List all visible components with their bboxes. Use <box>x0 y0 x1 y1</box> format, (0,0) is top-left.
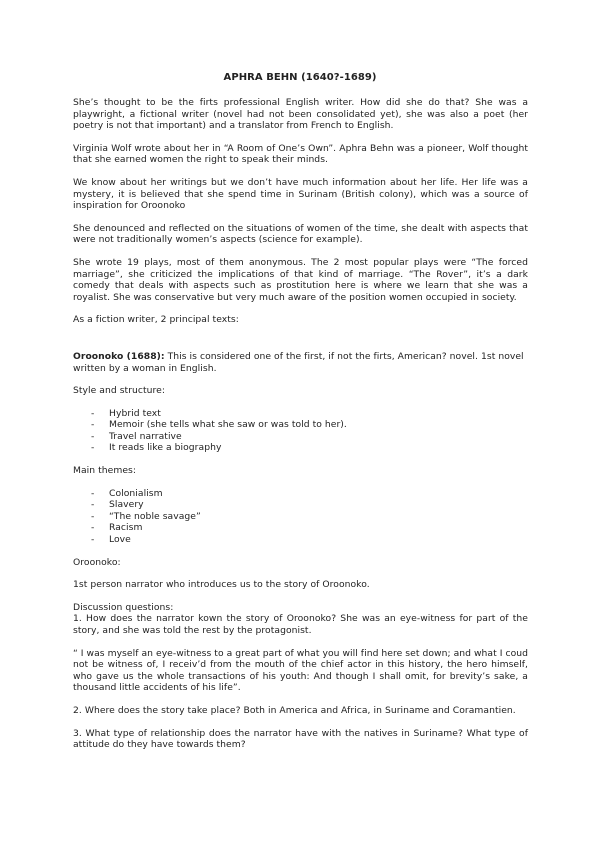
oroonoko-text: This is considered one of the first, if not the firts, American? novel. 1st novel written by a woman in English. <box>73 350 524 374</box>
paragraph-women: She denounced and reflected on the situations of women of the time, she dealt with aspects that were not traditionally women’s aspects (science for example). <box>73 222 528 246</box>
list-item: - Colonialism <box>73 488 528 500</box>
paragraph-intro: She’s thought to be the firts professional English writer. How did she do that? She was a playwright, a fictional writer (novel had not been consolidated yet), she was also a poet (her poetry is not that important) and a translator from French to English. <box>73 97 528 132</box>
oroonoko-label: Oroonoko (1688): <box>73 350 165 362</box>
paragraph-fiction: As a fiction writer, 2 principal texts: <box>73 314 239 326</box>
question-3: 3. What type of relationship does the narrator have with the natives in Suriname? What type of attitude do they have towards them? <box>73 727 528 751</box>
style-list <box>73 408 528 454</box>
themes-heading: Main themes: <box>73 465 137 477</box>
list-item: - Travel narrative <box>73 431 528 443</box>
paragraph-narrator: 1st person narrator who introduces us to the story of Oroonoko. <box>73 579 370 591</box>
question-1: 1. How does the narrator kown the story of Oroonoko? She was an eye-witness for part of the story, and she was told the rest by the protagonist. <box>73 613 528 636</box>
list-item: - Racism <box>73 522 528 534</box>
discussion-heading: Discussion questions: <box>73 601 174 613</box>
paragraph-plays: She wrote 19 plays, most of them anonymous. The 2 most popular plays were “The forced marriage”, she criticized the implications of that kind of marriage. “The Rover”, it’s a dark comedy that deals with aspects such as prostitution here is where we learn that she was a royalist. She was conservative but very much aware of the position women occupied in society. <box>73 256 528 303</box>
list-item: - “The noble savage” <box>73 511 528 523</box>
list-item: - Slavery <box>73 499 528 511</box>
paragraph-life: We know about her writings but we don’t have much information about her life. Her life was a mystery, it is believed that she spend time in Surinam (British colony), which was a source of inspiration for Oroonoko <box>73 176 528 212</box>
oroonoko-heading: Oroonoko: <box>73 556 121 568</box>
document-body <box>73 97 528 762</box>
document-title: APHRA BEHN (1640?-1689) <box>223 72 377 83</box>
quote: “ I was myself an eye-witness to a great part of what you will find here set down; and what I coud not be witness of, I receiv’d from the mouth of the chief actor in this history, the hero himself, who gave us the whole transactions of his youth: And though I shall omit, for brevity’s sake, a thousand little accidents of his life”. <box>73 647 528 694</box>
list-item: - Love <box>73 534 528 546</box>
paragraph-woolf: Virginia Wolf wrote about her in “A Room of One’s Own”. Aphra Behn was a pioneer, Wolf thought that she earned women the right to speak their minds. <box>73 142 528 166</box>
list-item: - Hybrid text <box>73 408 528 420</box>
question-2: 2. Where does the story take place? Both in America and Africa, in Suriname and Coramantien. <box>73 704 516 716</box>
style-heading: Style and structure: <box>73 385 165 397</box>
paragraph-oroonoko <box>73 351 528 374</box>
themes-list <box>73 488 528 546</box>
list-item: - It reads like a biography <box>73 442 528 454</box>
list-item: - Memoir (she tells what she saw or was told to her). <box>73 419 528 431</box>
